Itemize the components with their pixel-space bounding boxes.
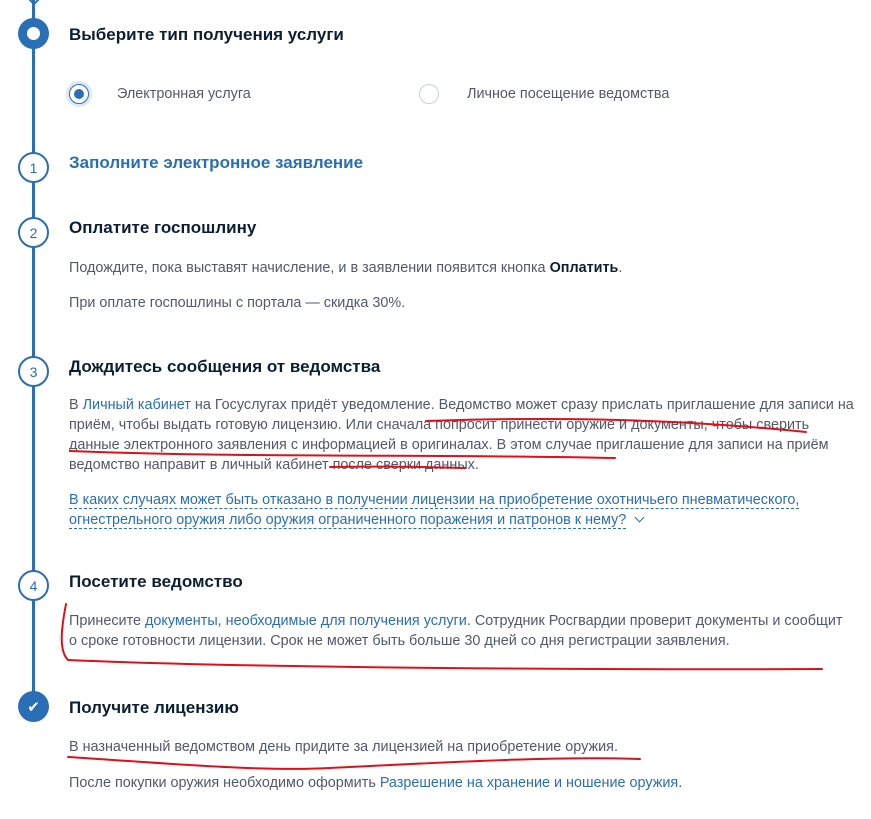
await-text-body: на Госуслугах придёт уведомление. Ведомство может сразу прислать приглашение для записи на приём, чтобы выдать готовую лицензию. Или сначала попросит принести оружие и документы, чтобы сверить данные электронного заявления с информацией в оригиналах. В этом случае приглашение для записи на приём ведомство направит в личный кабинет после сверки данных.: [69, 397, 854, 473]
radio-electronic-service[interactable]: [69, 84, 251, 104]
checkmark-icon: ✔: [18, 691, 49, 722]
radio-personal-visit[interactable]: [419, 84, 669, 104]
required-documents-link[interactable]: документы, необходимые для получения услуги: [145, 613, 467, 629]
steps-timeline: [32, 0, 35, 710]
pay-fee-text: [69, 258, 859, 278]
step-title-visit-office: Посетите ведомство: [69, 572, 243, 591]
arrow-down-icon: [25, 0, 43, 8]
visit-office-text: [69, 611, 844, 651]
await-message-text: [69, 395, 854, 475]
await-text-start: В: [69, 397, 83, 413]
radio-label-electronic: Электронная услуга: [117, 86, 251, 102]
get-license-text: В назначенный ведомством день придите за лицензией на приобретение оружия.: [69, 739, 618, 755]
radio-label-visit: Личное посещение ведомства: [467, 86, 670, 102]
radio-checked-icon[interactable]: [69, 84, 89, 104]
permit-text: [69, 773, 859, 793]
chevron-down-icon[interactable]: [635, 513, 645, 523]
step-title-pay-fee: Оплатите госпошлину: [69, 218, 257, 237]
refusal-faq-link[interactable]: В каких случаях может быть отказано в получении лицензии на приобретение охотничьего пневматического, огнестрельного оружия либо оружия ограниченного поражения и патронов к нему?: [69, 492, 800, 528]
radio-unchecked-icon[interactable]: [419, 84, 439, 104]
step-title-get-license: Получите лицензию: [69, 698, 239, 717]
step-marker-2: 2: [18, 217, 49, 248]
step-title-service-type: Выберите тип получения услуги: [69, 25, 344, 44]
step-marker-1: 1: [18, 152, 49, 183]
step-marker-4: 4: [18, 570, 49, 601]
step-title-fill-application[interactable]: Заполните электронное заявление: [69, 153, 364, 172]
pay-fee-text-start: Подождите, пока выставят начисление, и в заявлении появится кнопка: [69, 260, 550, 276]
discount-text: При оплате госпошлины с портала — скидка 30%.: [69, 295, 406, 311]
step-current-marker: [18, 18, 49, 49]
permit-text-start: После покупки оружия необходимо оформить: [69, 775, 380, 791]
step-marker-3: 3: [18, 356, 49, 387]
visit-text-start: Принесите: [69, 613, 146, 629]
pay-fee-text-end: .: [618, 260, 623, 276]
underline-get-license: [68, 757, 640, 769]
pay-button-name: Оплатить: [549, 260, 619, 276]
refusal-faq[interactable]: [69, 490, 844, 530]
personal-cabinet-link[interactable]: Личный кабинет: [82, 397, 191, 413]
storage-permit-link[interactable]: Разрешение на хранение и ношение оружия: [379, 775, 679, 791]
step-title-await-message: Дождитесь сообщения от ведомства: [69, 357, 381, 376]
visit-text-body: . Сотрудник Росгвардии проверит документы и сообщит о сроке готовности лицензии. Срок не может быть больше 30 дней со дня регистрации заявления.: [69, 613, 843, 649]
permit-text-end: .: [678, 775, 683, 791]
